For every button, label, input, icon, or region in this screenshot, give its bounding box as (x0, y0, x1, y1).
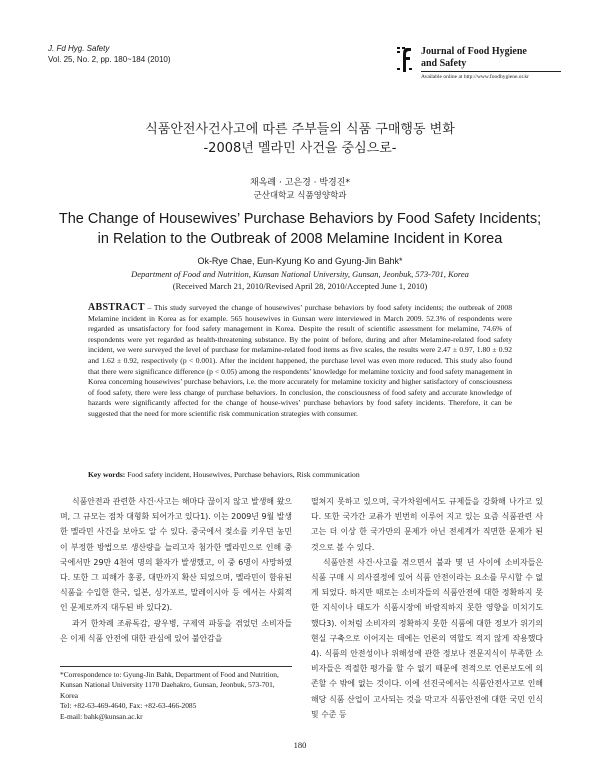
body-paragraph: 식품안전과 관련한 사건·사고는 해마다 끊이지 않고 발생해 왔으며, 그 규모는 점차 대형화 되어가고 있다1). 이는 2009년 9월 발생한 멜라민 사건을 보아도 알 수 있다. 중국에서 젖소를 키우던 농민이 부정한 방법으로 생산량을 늘리고자 첨가한 멜라민으로 인해 중국에서만 29만 4천여 명의 환자가 발생했고, 이 중 6명이 사망하였다. 또한 그 피해가 홍콩, 대만까지 확산 되었으며, 멜라민이 함유된 식품을 수입한 한국, 일본, 싱가포르, 말레이시아 등 에서는 사회적인 문제로까지 대두된 바 있다2). (60, 497, 292, 613)
footnote-address: *Correspondence to: Gyung-Jin Bahk, Department of Food and Nutrition, Kunsan National University 1170 Daehakro, Gunsan, Jeonbuk, 573-701, Korea (60, 670, 279, 700)
abstract-label: ABSTRACT (88, 302, 145, 313)
body-paragraph: 떨쳐지 못하고 있으며, 국가차원에서도 규제들을 강화해 나가고 있다. 또한 국가간 교류가 빈번히 이루어 지고 있는 요즘 식품관련 사고는 더 이상 한 국가만의 문제가 아닌 전세계가 직면한 문제가 된 것으로 볼 수 있다. (311, 497, 543, 552)
abstract-text: – This study surveyed the change of housewives’ purchase behaviors by food safety incidents; the outbreak of 2008 Melamine incident in Korea as for example. 565 housewives in Gunsan were interviewed in March 2009. 52.3% of respondents were regarded as unsatisfactory for food safety management in Korea. Despite the result of scientific assessment for melamine, 74.6% of respondents were yet regarded as health-threatening substance. By the point of before, during and after Melamine-related food safety incident, we were surveyed the level of purchase for melamine-related food items as five scales, the results were 2.47 ± 0.97, 1.80 ± 0.92 and 1.62 ± 0.92, respectively (p < 0.001). After the incident happened, the purchase level was even more reduced. This study also found that there were significance difference (p < 0.05) among the respondents’ knowledge for melamine toxicity and food safety management in Korea concerning housewives’ purchase behaviors, i.e. the more accurately for melamine toxicity and higher satisfactory of consciousness of food safety, there were less change of purchase behaviors. In conclusion, the consciousness of food safety and accurate knowledge of hazards were significantly affected for the change of house-wives’ purchase behaviors by food safety incidents. Therefore, it can be suggested that the need for more scientific risk communication strategies with consumer. (88, 303, 512, 418)
korean-authors: 채옥례 · 고은경 · 박경진* (250, 178, 350, 188)
keywords-label: Key words: (88, 470, 126, 479)
body-column-left (60, 494, 292, 646)
body-paragraph: 식품안전 사건·사고를 겪으면서 불과 몇 년 사이에 소비자들은 식품 구매 시 의사결정에 있어 식품 안전이라는 요소를 무시할 수 없게 되었다. 하지만 때로는 소비자들의 식품안전에 대한 정확하지 못한 지식이나 태도가 식품시장에 바람직하지 못한 영향을 미치기도 했다3). 이처럼 소비자의 정확하지 못한 식품에 대한 정보가 위기의 현실 구축으로 이어지는 데에는 언론의 역할도 적지 않게 작용했다4). 식품의 안전성이나 위해성에 관한 정보나 전문지식이 부족한 소비자들은 적절한 평가를 할 수 없기 때문에 전적으로 언론보도에 의존할 수 밖에 없는 것이다. 이에 선진국에서는 식품안전사고로 인해 해당 식품 산업이 고사되는 것을 막고자 식품안전에 대한 국민 인식 및 수준 등 (311, 557, 543, 719)
header-divider (421, 71, 561, 72)
keywords-text: Food safety incident, Housewives, Purchase behaviors, Risk communication (125, 470, 360, 479)
korean-title: 식품안전사건사고에 따른 주부들의 식품 구매행동 변화 (145, 122, 455, 137)
correspondence-footnote (60, 670, 292, 722)
abstract (88, 303, 512, 420)
korean-subtitle: -2008년 멜라민 사건을 중심으로- (203, 141, 397, 156)
journal-abbrev: J. Fd Hyg. Safety (48, 44, 110, 53)
body-column-right (311, 494, 543, 722)
page-number: 180 (293, 740, 307, 750)
journal-logo-icon (394, 44, 416, 76)
journal-online-link[interactable]: Available online at http://www.foodhygiene.or.kr (421, 74, 529, 80)
journal-name-line2: and Safety (421, 58, 467, 69)
received-dates: (Received March 21, 2010/Revised April 28, 2010/Accepted June 1, 2010) (172, 281, 428, 291)
english-subtitle: in Relation to the Outbreak of 2008 Melamine Incident in Korea (97, 231, 503, 247)
footnote-divider (60, 666, 292, 667)
english-title: The Change of Housewives’ Purchase Behaviors by Food Safety Incidents; (58, 211, 542, 227)
footnote-email: E-mail: bahk@kunsan.ac.kr (60, 711, 143, 721)
journal-reference (48, 43, 171, 65)
korean-affiliation: 군산대학교 식품영양학과 (253, 191, 347, 201)
english-authors: Ok-Rye Chae, Eun-Kyung Ko and Gyung-Jin Bahk* (197, 256, 403, 266)
footnote-phone: Tel: +82-63-469-4640, Fax: +82-63-466-2085 (60, 701, 197, 711)
journal-volume: Vol. 25, No. 2, pp. 180~184 (2010) (48, 55, 171, 64)
journal-name-line1: Journal of Food Hygiene (421, 46, 527, 57)
journal-name (421, 46, 527, 70)
keywords (88, 470, 512, 479)
body-paragraph: 과거 한차례 조류독감, 광우병, 구제역 파동을 겪었던 소비자들은 이제 식품 안전에 대한 관심에 있어 불안감을 (60, 618, 292, 643)
english-department: Department of Food and Nutrition, Kunsan National University, Gunsan, Jeonbuk, 573-701, Korea (131, 269, 469, 279)
